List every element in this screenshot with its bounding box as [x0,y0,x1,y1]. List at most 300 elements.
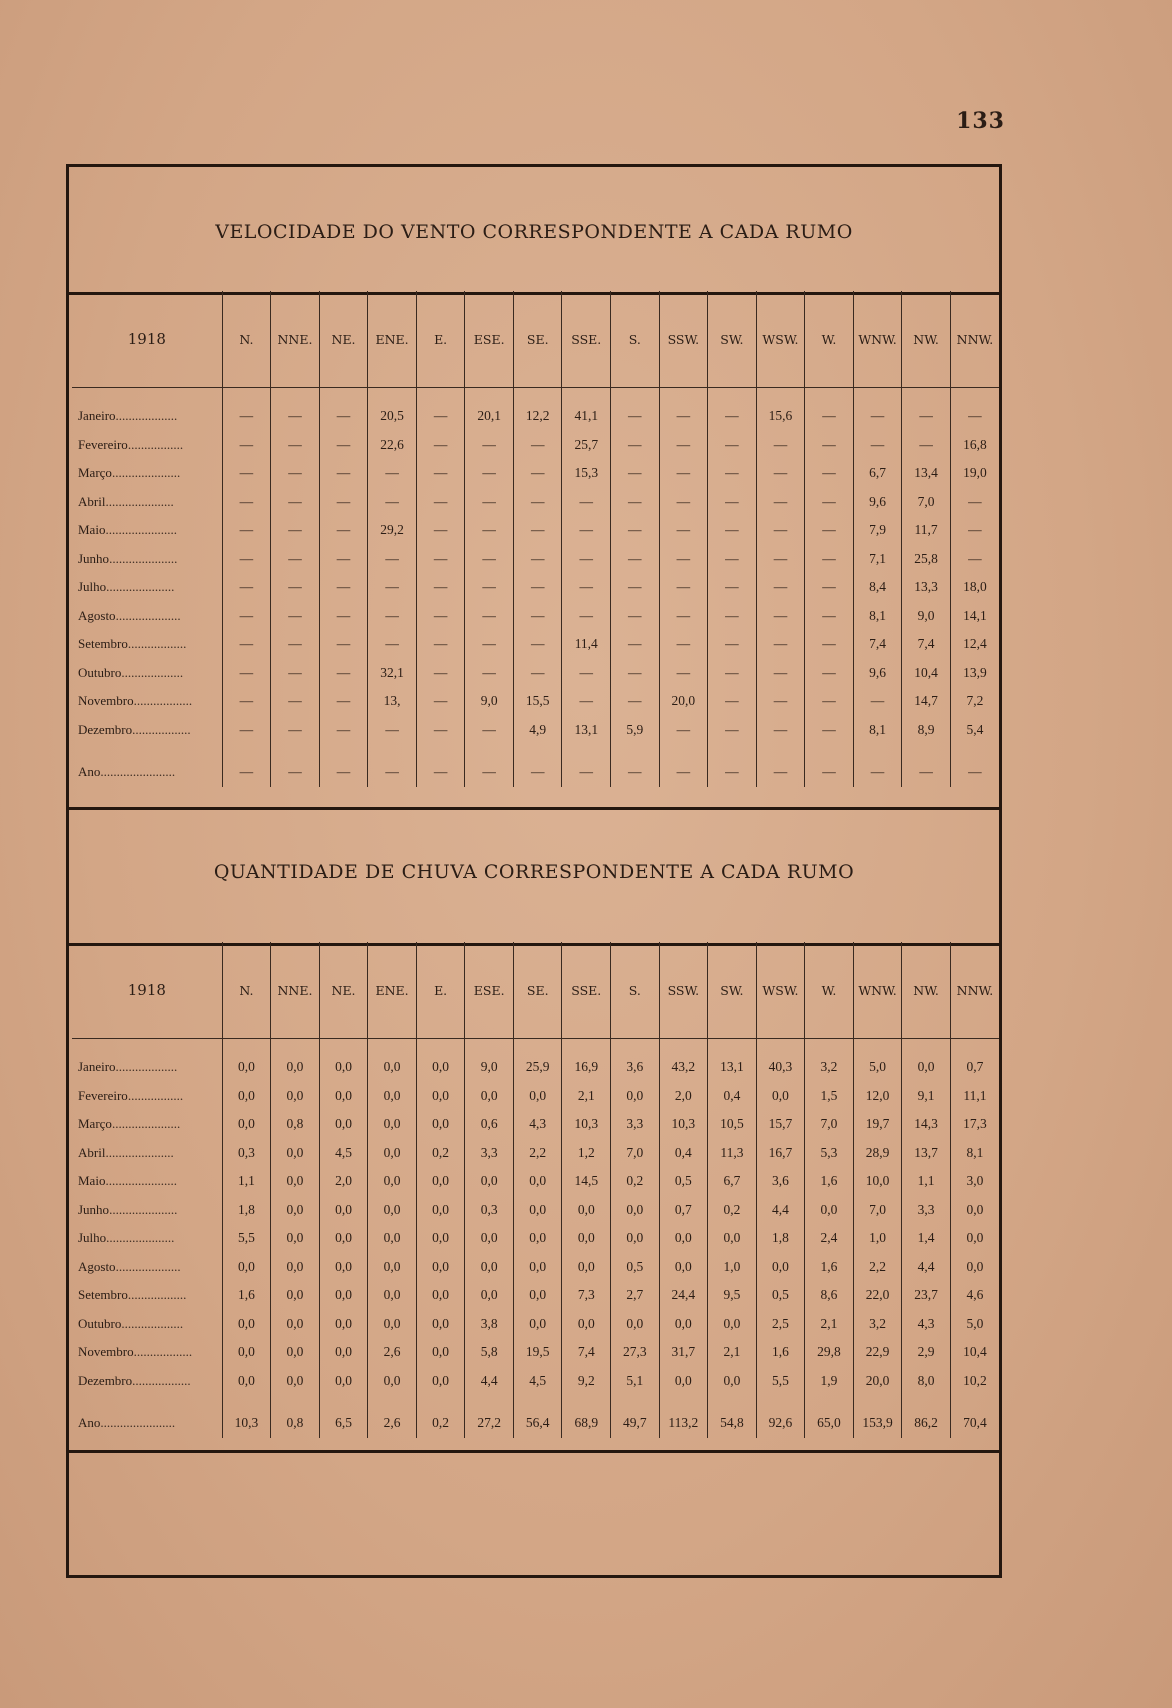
cell-value: 0,0 [319,1082,368,1111]
cell-value: 7,1 [853,545,902,574]
row-label: Agosto [78,1258,116,1274]
cell-value: — [222,488,271,517]
cell-value: 23,7 [902,1281,951,1310]
cell-value: — [805,687,854,716]
row-label: Março [78,1116,112,1132]
cell-value: — [659,758,708,787]
cell-value: 0,3 [465,1196,514,1225]
cell-value: — [562,602,611,631]
cell-value: — [368,488,417,517]
cell-value: 20,0 [853,1367,902,1396]
table-row [72,459,999,488]
cell-value: 2,1 [562,1082,611,1111]
column-header: SW. [708,942,757,1039]
cell-value: — [805,659,854,688]
cell-value: 0,0 [319,1196,368,1225]
cell-value: — [222,659,271,688]
cell-value: — [950,545,999,574]
cell-value: 13, [368,687,417,716]
cell-value: — [756,488,805,517]
cell-value: 0,4 [708,1082,757,1111]
cell-value: — [222,402,271,431]
leader-dots: ..................... [109,1201,178,1217]
table-row [72,1338,999,1367]
cell-value: 0,0 [368,1224,417,1253]
cell-value: 7,0 [902,488,951,517]
row-label: Ano [78,1415,101,1431]
cell-value: 24,4 [659,1281,708,1310]
cell-value: 0,0 [902,1053,951,1082]
cell-value: — [513,630,562,659]
cell-value: — [902,402,951,431]
cell-value: — [611,602,660,631]
cell-value: — [465,758,514,787]
column-header: S. [611,942,660,1039]
cell-value: 6,7 [853,459,902,488]
cell-value: 0,0 [271,1367,320,1396]
cell-value: — [611,402,660,431]
cell-value: — [222,602,271,631]
cell-value: 0,0 [513,1196,562,1225]
cell-value: — [562,573,611,602]
cell-value: 15,3 [562,459,611,488]
cell-value: 0,0 [611,1310,660,1339]
cell-value: 20,0 [659,687,708,716]
cell-value: 0,0 [708,1367,757,1396]
row-label: Abril [78,493,106,509]
cell-value: — [611,630,660,659]
cell-value: 3,3 [611,1110,660,1139]
cell-value: — [319,516,368,545]
cell-value: — [465,545,514,574]
column-header: N. [222,291,271,388]
table-row [72,1310,999,1339]
cell-value: 0,0 [611,1082,660,1111]
cell-value: 2,4 [805,1224,854,1253]
cell-value: 13,7 [902,1139,951,1168]
row-label: Setembro [78,1287,128,1303]
cell-value: — [416,488,465,517]
cell-value: — [611,431,660,460]
leader-dots: ..................... [111,465,181,481]
cell-value: 0,0 [465,1224,514,1253]
cell-value: 0,0 [950,1224,999,1253]
leader-dots: ................... [121,1315,184,1331]
cell-value: 14,7 [902,687,951,716]
cell-value: 7,0 [853,1196,902,1225]
cell-value: 0,0 [416,1281,465,1310]
cell-value: 0,0 [611,1196,660,1225]
cell-value: — [756,602,805,631]
row-label: Outubro [78,664,122,680]
cell-value: 40,3 [756,1053,805,1082]
cell-value: 2,9 [902,1338,951,1367]
row-label: Setembro [78,636,128,652]
cell-value: 3,6 [756,1167,805,1196]
table-row [72,659,999,688]
cell-value: 13,9 [950,659,999,688]
cell-value: — [271,516,320,545]
cell-value: 11,4 [562,630,611,659]
cell-value: — [271,459,320,488]
cell-value: 7,4 [562,1338,611,1367]
cell-value: 0,2 [708,1196,757,1225]
cell-value: 12,4 [950,630,999,659]
cell-value: 1,5 [805,1082,854,1111]
cell-value: 0,0 [513,1167,562,1196]
cell-value: 0,0 [562,1310,611,1339]
cell-value: 8,9 [902,716,951,745]
leader-dots: ................... [115,408,178,424]
cell-value: 4,4 [756,1196,805,1225]
column-header: N. [222,942,271,1039]
row-label: Agosto [78,607,116,623]
cell-value: — [416,602,465,631]
leader-dots: ................. [127,436,184,452]
column-header: SSE. [562,942,611,1039]
row-label: Junho [78,1201,110,1217]
cell-value: 0,0 [368,1167,417,1196]
cell-value: — [805,758,854,787]
cell-value: 6,5 [319,1409,368,1438]
cell-value: 3,6 [611,1053,660,1082]
row-label: Janeiro [78,408,116,424]
cell-value: — [708,630,757,659]
cell-value: 4,4 [465,1367,514,1396]
cell-value: 0,0 [805,1196,854,1225]
leader-dots: .................... [115,607,181,623]
cell-value: 0,0 [319,1110,368,1139]
cell-value: 65,0 [805,1409,854,1438]
table-row [72,488,999,517]
leader-dots: ..................... [106,1230,175,1246]
cell-value: 15,7 [756,1110,805,1139]
cell-value: — [659,659,708,688]
cell-value: 0,0 [271,1224,320,1253]
column-header: NW. [902,291,951,388]
cell-value: 16,7 [756,1139,805,1168]
cell-value: — [805,402,854,431]
cell-value: — [708,602,757,631]
cell-value: — [222,516,271,545]
spacer-row [72,1395,999,1409]
cell-value: — [659,459,708,488]
cell-value: — [562,687,611,716]
cell-value: 0,0 [368,1310,417,1339]
cell-value: 9,5 [708,1281,757,1310]
cell-value: 1,0 [853,1224,902,1253]
cell-value: 10,3 [562,1110,611,1139]
cell-value: 8,0 [902,1367,951,1396]
cell-value: 0,0 [222,1082,271,1111]
cell-value: 6,7 [708,1167,757,1196]
cell-value: 25,7 [562,431,611,460]
cell-value: 2,6 [368,1409,417,1438]
cell-value: — [222,630,271,659]
table-row [72,716,999,745]
cell-value: 8,4 [853,573,902,602]
cell-value: — [416,516,465,545]
table-row [72,1367,999,1396]
cell-value: 0,2 [416,1409,465,1438]
cell-value: — [222,758,271,787]
cell-value: 27,2 [465,1409,514,1438]
leader-dots: ..................... [111,1116,181,1132]
cell-value: 43,2 [659,1053,708,1082]
cell-value: 0,0 [271,1082,320,1111]
rain-table-title: QUANTIDADE DE CHUVA CORRESPONDENTE A CADA RUMO [213,861,855,883]
leader-dots: ....................... [100,1415,176,1431]
cell-value: — [368,758,417,787]
cell-value: — [271,431,320,460]
cell-value: — [611,545,660,574]
cell-value: — [708,402,757,431]
cell-value: — [950,516,999,545]
cell-value: 0,0 [319,1338,368,1367]
table-row [72,516,999,545]
table-row [72,1053,999,1082]
cell-value: — [222,545,271,574]
cell-value: — [271,545,320,574]
cell-value: 1,9 [805,1367,854,1396]
cell-value: 0,0 [416,1338,465,1367]
cell-value: 0,0 [368,1053,417,1082]
cell-value: — [902,431,951,460]
cell-value: — [271,602,320,631]
cell-value: 8,1 [950,1139,999,1168]
cell-value: 13,4 [902,459,951,488]
cell-value: 0,0 [513,1310,562,1339]
wind-table-title: VELOCIDADE DO VENTO CORRESPONDENTE A CADA RUMO [215,221,853,243]
cell-value: 0,0 [271,1338,320,1367]
cell-value: — [319,459,368,488]
row-label: Janeiro [78,1059,116,1075]
cell-value: 0,0 [416,1110,465,1139]
table-row [72,1082,999,1111]
cell-value: 9,0 [465,1053,514,1082]
cell-value: — [805,573,854,602]
year-header: 1918 [127,981,166,999]
cell-value: 49,7 [611,1409,660,1438]
cell-value: — [513,758,562,787]
cell-value: 17,3 [950,1110,999,1139]
cell-value: 4,3 [513,1110,562,1139]
cell-value: — [708,459,757,488]
cell-value: — [805,545,854,574]
year-header: 1918 [127,330,166,348]
cell-value: 25,9 [513,1053,562,1082]
cell-value: 0,0 [950,1196,999,1225]
cell-value: 7,0 [805,1110,854,1139]
cell-value: 14,1 [950,602,999,631]
column-header: WNW. [853,291,902,388]
cell-value: 113,2 [659,1409,708,1438]
cell-value: 0,0 [756,1082,805,1111]
table-row [72,758,999,787]
cell-value: 0,0 [708,1310,757,1339]
cell-value: — [853,402,902,431]
cell-value: 0,0 [368,1253,417,1282]
cell-value: — [368,459,417,488]
cell-value: — [708,659,757,688]
cell-value: 2,0 [319,1167,368,1196]
cell-value: — [271,402,320,431]
cell-value: — [513,516,562,545]
cell-value: — [805,602,854,631]
table-row [72,1409,999,1438]
cell-value: 0,0 [368,1281,417,1310]
cell-value: 0,0 [319,1367,368,1396]
cell-value: 0,0 [319,1053,368,1082]
cell-value: — [222,573,271,602]
page-number: 133 [956,108,1005,134]
cell-value: — [513,659,562,688]
cell-value: — [271,573,320,602]
table-row [72,630,999,659]
cell-value: — [465,630,514,659]
leader-dots: .................. [132,1372,191,1388]
cell-value: 9,0 [902,602,951,631]
cell-value: — [416,687,465,716]
cell-value: 0,0 [368,1082,417,1111]
cell-value: 0,0 [659,1224,708,1253]
cell-value: — [756,459,805,488]
leader-dots: .................. [133,1344,193,1360]
cell-value: — [513,431,562,460]
cell-value: 0,0 [271,1253,320,1282]
cell-value: 15,5 [513,687,562,716]
cell-value: 7,9 [853,516,902,545]
cell-value: — [659,431,708,460]
leader-dots: ................... [115,1059,178,1075]
column-header: ENE. [368,291,417,388]
column-header: WNW. [853,942,902,1039]
cell-value: 29,2 [368,516,417,545]
cell-value: 0,0 [416,1224,465,1253]
table-row [72,1281,999,1310]
cell-value: 11,3 [708,1139,757,1168]
cell-value: 0,2 [611,1167,660,1196]
cell-value: 5,5 [756,1367,805,1396]
cell-value: — [805,516,854,545]
cell-value: — [708,516,757,545]
cell-value: 0,3 [222,1139,271,1168]
cell-value: 10,3 [659,1110,708,1139]
cell-value: — [416,402,465,431]
cell-value: 20,1 [465,402,514,431]
cell-value: 2,2 [853,1253,902,1282]
column-header: W. [805,291,854,388]
cell-value: 1,8 [756,1224,805,1253]
cell-value: 2,6 [368,1338,417,1367]
cell-value: 0,0 [271,1053,320,1082]
cell-value: 0,5 [756,1281,805,1310]
cell-value: — [805,630,854,659]
cell-value: — [513,545,562,574]
cell-value: — [319,602,368,631]
cell-value: — [659,545,708,574]
cell-value: 0,0 [319,1310,368,1339]
cell-value: 0,0 [513,1224,562,1253]
column-header: NW. [902,942,951,1039]
cell-value: — [513,459,562,488]
cell-value: 5,4 [950,716,999,745]
cell-value: 16,8 [950,431,999,460]
cell-value: 0,0 [222,1310,271,1339]
cell-value: — [319,630,368,659]
cell-value: 2,1 [805,1310,854,1339]
cell-value: — [368,545,417,574]
cell-value: 4,6 [950,1281,999,1310]
column-header: NE. [319,291,368,388]
cell-value: — [222,687,271,716]
cell-value: 1,6 [805,1253,854,1282]
cell-value: 0,0 [416,1167,465,1196]
cell-value: 0,7 [950,1053,999,1082]
cell-value: — [465,573,514,602]
cell-value: 12,2 [513,402,562,431]
cell-value: — [659,602,708,631]
table-row [72,1196,999,1225]
column-header: NNW. [950,942,999,1039]
cell-value: 0,2 [416,1139,465,1168]
cell-value: 7,4 [902,630,951,659]
column-header: NNW. [950,291,999,388]
cell-value: — [271,716,320,745]
cell-value: 9,6 [853,488,902,517]
cell-value: 0,0 [416,1196,465,1225]
cell-value: 0,0 [222,1367,271,1396]
cell-value: 0,0 [465,1281,514,1310]
cell-value: 14,3 [902,1110,951,1139]
cell-value: — [611,687,660,716]
spacer-row [72,744,999,758]
cell-value: 0,0 [708,1224,757,1253]
cell-value: 54,8 [708,1409,757,1438]
cell-value: — [805,459,854,488]
cell-value: 41,1 [562,402,611,431]
cell-value: — [659,630,708,659]
cell-value: — [611,573,660,602]
table-row [72,1139,999,1168]
cell-value: 3,0 [950,1167,999,1196]
cell-value: — [562,758,611,787]
column-header: ENE. [368,942,417,1039]
cell-value: — [611,459,660,488]
cell-value: 7,2 [950,687,999,716]
cell-value: 0,0 [222,1338,271,1367]
cell-value: — [513,602,562,631]
leader-dots: ....................... [100,764,176,780]
column-header: SSW. [659,942,708,1039]
cell-value: 0,0 [368,1110,417,1139]
table-row [72,1167,999,1196]
cell-value: 1,6 [805,1167,854,1196]
cell-value: 0,0 [611,1224,660,1253]
cell-value: 4,4 [902,1253,951,1282]
cell-value: 3,2 [805,1053,854,1082]
column-header: SSE. [562,291,611,388]
cell-value: 0,0 [416,1082,465,1111]
wind-velocity-table [72,291,999,787]
cell-value: 2,5 [756,1310,805,1339]
row-label: Abril [78,1144,106,1160]
leader-dots: ...................... [105,1173,177,1189]
cell-value: 7,3 [562,1281,611,1310]
cell-value: — [416,573,465,602]
cell-value: 0,0 [416,1310,465,1339]
cell-value: 20,5 [368,402,417,431]
